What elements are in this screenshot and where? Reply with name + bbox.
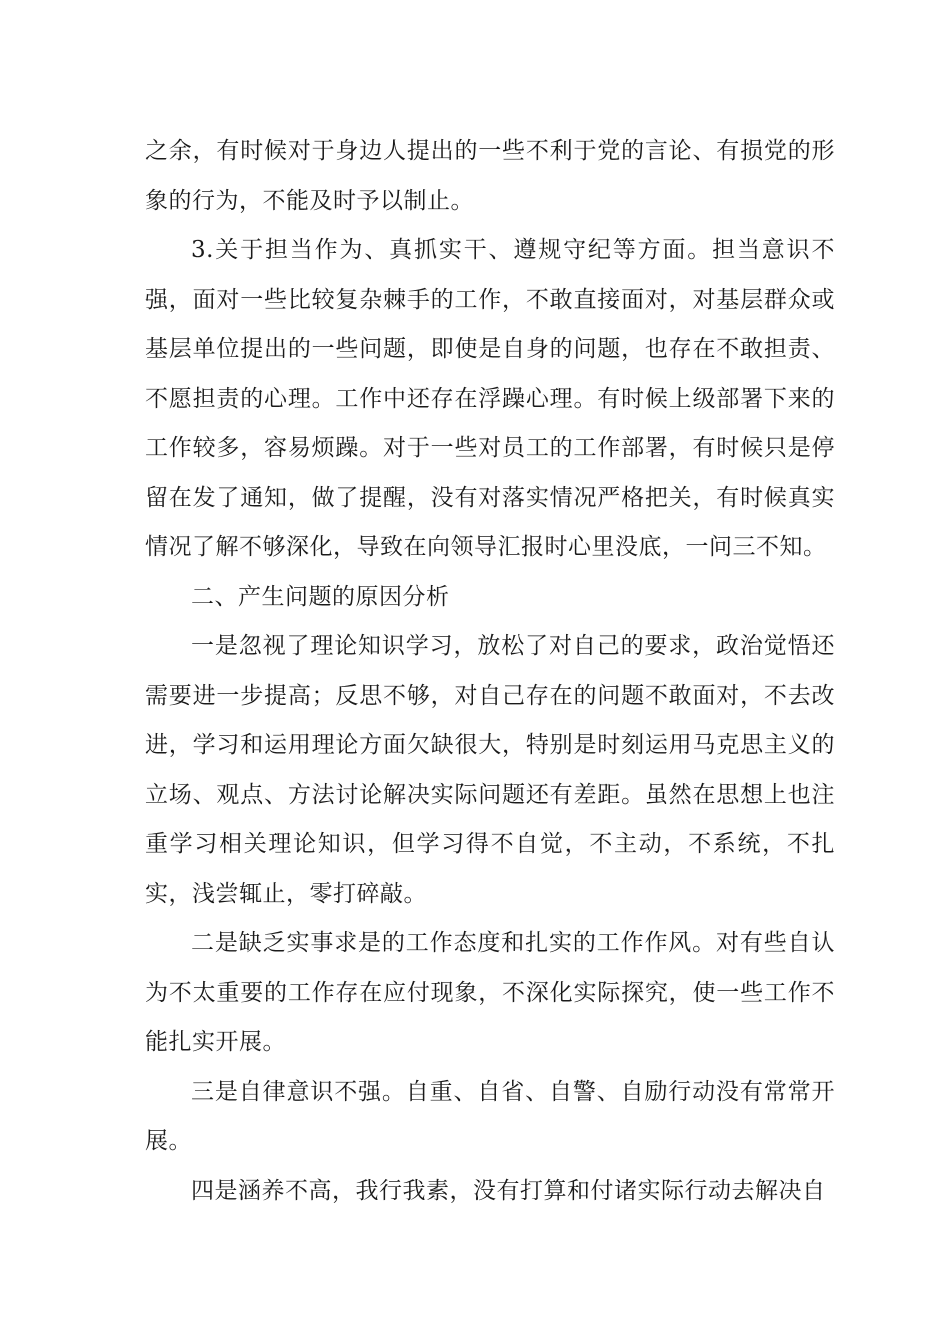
paragraph-section-3: 3.关于担当作为、真抓实干、遵规守纪等方面。担当意识不强，面对一些比较复杂棘手的工作，不敢直接面对，对基层群众或基层单位提出的一些问题，即使是自身的问题，也存在不敢担责、不愿担责的心理。工作中还存在浮躁心理。有时候上级部署下来的工作较多，容易烦躁。对于一些对员工的工作部署，有时候只是停留在发了通知，做了提醒，没有对落实情况严格把关，有时候真实情况了解不够深化，导致在向领导汇报时心里没底，一问三不知。 [145,237,835,560]
document-body [145,127,835,1216]
paragraph-continuation: 之余，有时候对于身边人提出的一些不利于党的言论、有损党的形象的行为，不能及时予以制止。 [145,138,835,214]
paragraph-cause-3: 三是自律意识不强。自重、自省、自警、自励行动没有常常开展。 [145,1078,835,1154]
paragraph-cause-4: 四是涵养不高，我行我素，没有打算和付诸实际行动去解决自 [191,1177,826,1204]
paragraph-cause-1: 一是忽视了理论知识学习，放松了对自己的要求，政治觉悟还需要进一步提高；反思不够，对自己存在的问题不敢面对，不去改进，学习和运用理论方面欠缺很大，特别是时刻运用马克思主义的立场、观点、方法讨论解决实际问题还有差距。虽然在思想上也注重学习相关理论知识，但学习得不自觉，不主动，不系统，不扎实，浅尝辄止，零打碎敲。 [145,633,835,907]
paragraph-cause-2: 二是缺乏实事求是的工作态度和扎实的工作作风。对有些自认为不太重要的工作存在应付现象，不深化实际探究，使一些工作不能扎实开展。 [145,930,835,1055]
section-heading-cause-analysis: 二、产生问题的原因分析 [191,583,450,610]
